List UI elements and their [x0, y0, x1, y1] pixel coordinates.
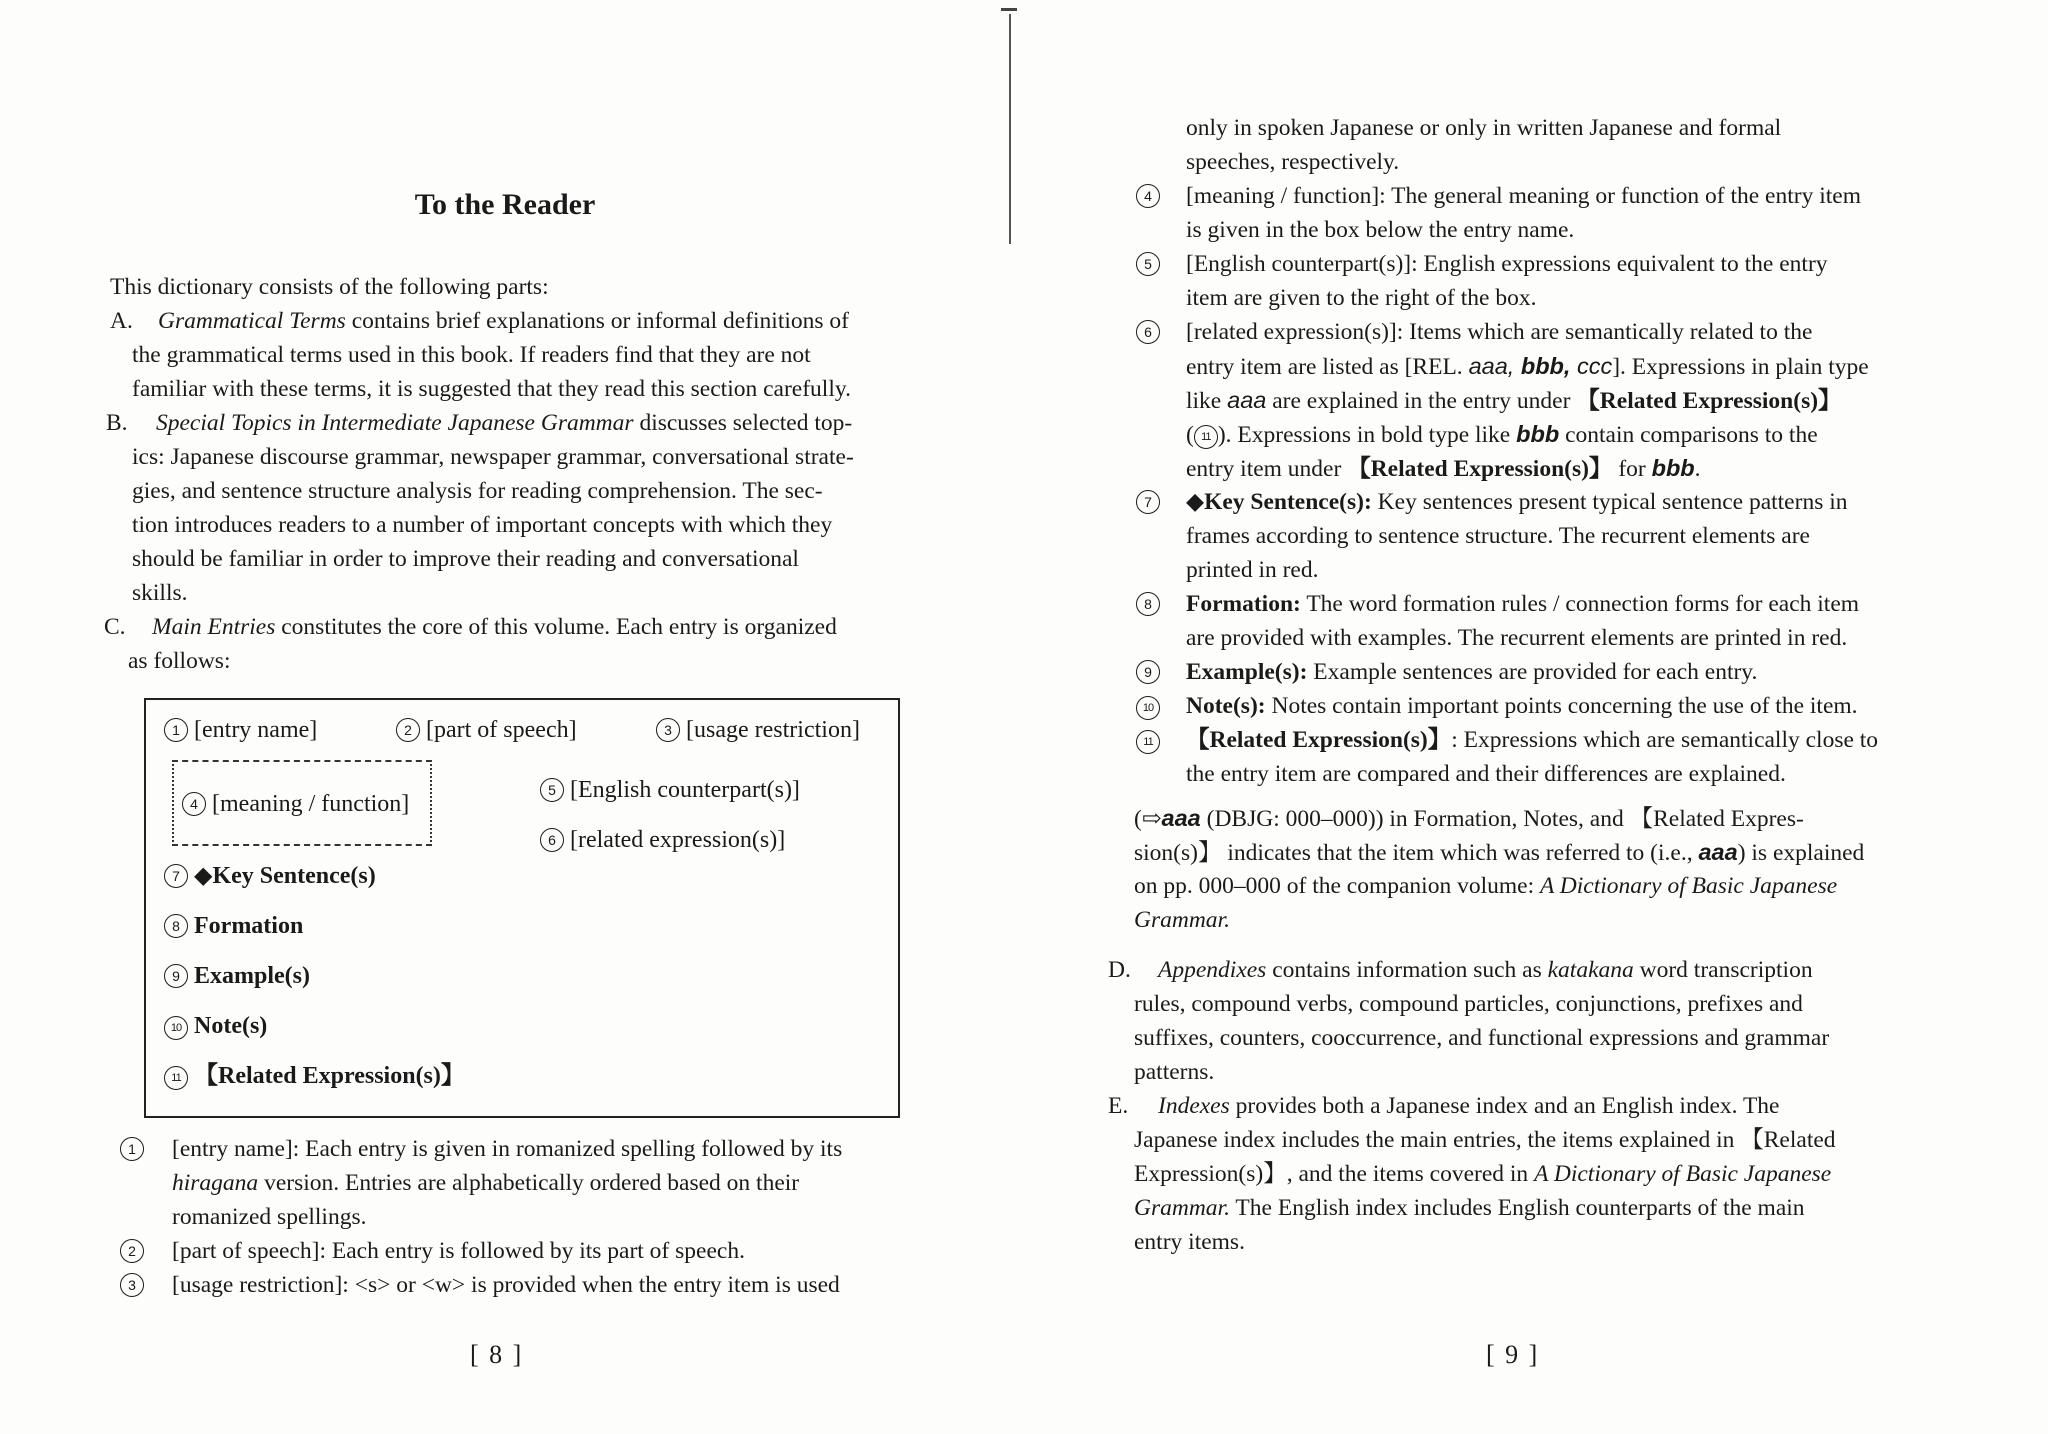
part-b-line3: gies, and sentence structure analysis for reading comprehension. The sec-	[132, 478, 823, 504]
item-7-line3: printed in red.	[1186, 557, 1319, 583]
part-c-name: Main Entries	[152, 614, 276, 640]
item-4-line1: [meaning / function]: The general meaning or function of the entry item	[1186, 183, 1861, 209]
box-examples: 9 Example(s)	[164, 960, 310, 992]
part-a-name: Grammatical Terms	[158, 308, 346, 334]
item-9-number: 9	[1136, 660, 1160, 684]
part-e-name: Indexes	[1158, 1093, 1230, 1119]
ref-line4: Grammar.	[1134, 907, 1230, 933]
box-part-of-speech: 2 [part of speech]	[396, 714, 577, 746]
item-5-number: 5	[1136, 252, 1160, 276]
item-10-line1: Note(s): Notes contain important points concerning the use of the item.	[1186, 693, 1858, 719]
part-c-letter: C.	[104, 614, 126, 640]
box-notes: 10 Note(s)	[164, 1010, 267, 1042]
part-e-letter: E.	[1108, 1093, 1129, 1119]
part-c-line1: Main Entries constitutes the core of this volume. Each entry is organized	[152, 614, 837, 640]
item-5-line2: item are given to the right of the box.	[1186, 285, 1537, 311]
item-1-line1: [entry name]: Each entry is given in romanized spelling followed by its	[172, 1136, 843, 1162]
item-6-line5: entry item under 【Related Expression(s)】 for bbb.	[1186, 455, 1701, 482]
cont3-line1: only in spoken Japanese or only in written Japanese and formal	[1186, 115, 1782, 141]
part-d-letter: D.	[1108, 957, 1131, 983]
item-6-number: 6	[1136, 320, 1160, 344]
item-2-line1: [part of speech]: Each entry is followed by its part of speech.	[172, 1238, 745, 1264]
item-8-line1: Formation: The word formation rules / connection forms for each item	[1186, 591, 1860, 617]
box-entry-name: 1 [entry name]	[164, 714, 317, 746]
box-related-expression: 6 [related expression(s)]	[540, 824, 785, 856]
part-b-line2: ics: Japanese discourse grammar, newspaper grammar, conversational strate-	[132, 444, 854, 470]
part-e-line5: entry items.	[1134, 1229, 1245, 1255]
part-a-line3: familiar with these terms, it is suggested that they read this section carefully.	[132, 376, 851, 402]
item-8-number: 8	[1136, 592, 1160, 616]
ref-line1: (⇨aaa (DBJG: 000–000)) in Formation, Notes, and 【Related Expres-	[1134, 805, 1804, 832]
item-7-number: 7	[1136, 490, 1160, 514]
part-a-line1: Grammatical Terms contains brief explanations or informal definitions of	[158, 308, 849, 334]
item-6-line4: ( 11 ). Expressions in bold type like bbb contain comparisons to the	[1186, 421, 1818, 448]
box-usage-restriction: 3 [usage restriction]	[656, 714, 860, 746]
item-7-line2: frames according to sentence structure. The recurrent elements are	[1186, 523, 1810, 549]
part-b-line5: should be familiar in order to improve their reading and conversational	[132, 546, 799, 572]
page-number-left: [ 8 ]	[470, 1340, 524, 1369]
page-title: To the Reader	[414, 188, 596, 221]
item-9-line1: Example(s): Example sentences are provided for each entry.	[1186, 659, 1758, 685]
part-b-line4: tion introduces readers to a number of important concepts with which they	[132, 512, 833, 538]
intro-text: This dictionary consists of the following parts:	[110, 274, 549, 300]
box-related-expressions: 11 【Related Expression(s)】	[164, 1060, 465, 1092]
item-11-line2: the entry item are compared and their differences are explained.	[1186, 761, 1786, 787]
box-formation: 8 Formation	[164, 910, 303, 942]
right-page	[1010, 0, 2048, 1434]
part-d-line2: rules, compound verbs, compound particles, conjunctions, prefixes and	[1134, 991, 1803, 1017]
item-1-number: 1	[120, 1137, 144, 1161]
cont3-line2: speeches, respectively.	[1186, 149, 1400, 175]
box-key-sentences: 7 ◆Key Sentence(s)	[164, 860, 376, 892]
item-6-line3: like aaa are explained in the entry under 【Related Expression(s)】	[1186, 387, 1842, 414]
item-6-line1: [related expression(s)]: Items which are semantically related to the	[1186, 319, 1813, 345]
part-d-line4: patterns.	[1134, 1059, 1215, 1085]
item-4-number: 4	[1136, 184, 1160, 208]
part-e-line2: Japanese index includes the main entries, the items explained in 【Related	[1134, 1127, 1836, 1153]
item-7-line1: ◆Key Sentence(s): Key sentences present typical sentence patterns in	[1186, 489, 1848, 515]
part-d-line3: suffixes, counters, cooccurrence, and functional expressions and grammar	[1134, 1025, 1830, 1051]
part-c-line2: as follows:	[128, 648, 231, 674]
part-b-letter: B.	[106, 410, 128, 436]
item-11-number: 11	[1136, 730, 1160, 754]
part-e-line4: Grammar. The English index includes English counterparts of the main	[1134, 1195, 1805, 1221]
item-1-line2: hiragana version. Entries are alphabetically ordered based on their	[172, 1170, 800, 1196]
item-4-line2: is given in the box below the entry name.	[1186, 217, 1575, 243]
part-b-line1: Special Topics in Intermediate Japanese Grammar discusses selected top-	[156, 410, 853, 436]
item-10-number: 10	[1136, 696, 1160, 720]
ref-line3: on pp. 000–000 of the companion volume: A Dictionary of Basic Japanese	[1134, 873, 1838, 899]
part-a-line2: the grammatical terms used in this book. If readers find that they are not	[132, 342, 811, 368]
part-d-name: Appendixes	[1158, 957, 1267, 983]
item-8-line2: are provided with examples. The recurrent elements are printed in red.	[1186, 625, 1848, 651]
item-6-line2: entry item are listed as [REL. aaa, bbb, ccc]. Expressions in plain type	[1186, 353, 1869, 380]
item-3-line1: [usage restriction]: <s> or <w> is provided when the entry item is used	[172, 1272, 840, 1298]
part-e-line3: Expression(s)】, and the items covered in A Dictionary of Basic Japanese	[1134, 1161, 1832, 1187]
item-1-line3: romanized spellings.	[172, 1204, 367, 1230]
part-b-line6: skills.	[132, 580, 188, 606]
part-e-line1: Indexes provides both a Japanese index and an English index. The	[1158, 1093, 1780, 1119]
item-2-number: 2	[120, 1239, 144, 1263]
entry-structure-box	[144, 698, 900, 1118]
item-5-line1: [English counterpart(s)]: English expressions equivalent to the entry	[1186, 251, 1828, 277]
page-number-right: [ 9 ]	[1486, 1340, 1540, 1369]
left-page	[0, 0, 1010, 1434]
box-meaning-function: 4 [meaning / function]	[182, 788, 409, 820]
part-a-letter: A.	[110, 308, 133, 334]
box-english-counterpart: 5 [English counterpart(s)]	[540, 774, 800, 806]
part-b-name: Special Topics in Intermediate Japanese Grammar	[156, 410, 634, 436]
item-11-line1: 【Related Expression(s)】: Expressions which are semantically close to	[1186, 727, 1879, 753]
ref-line2: sion(s)】 indicates that the item which was referred to (i.e., aaa) is explained	[1134, 839, 1865, 866]
item-3-number: 3	[120, 1273, 144, 1297]
part-d-line1: Appendixes contains information such as katakana word transcription	[1158, 957, 1813, 983]
